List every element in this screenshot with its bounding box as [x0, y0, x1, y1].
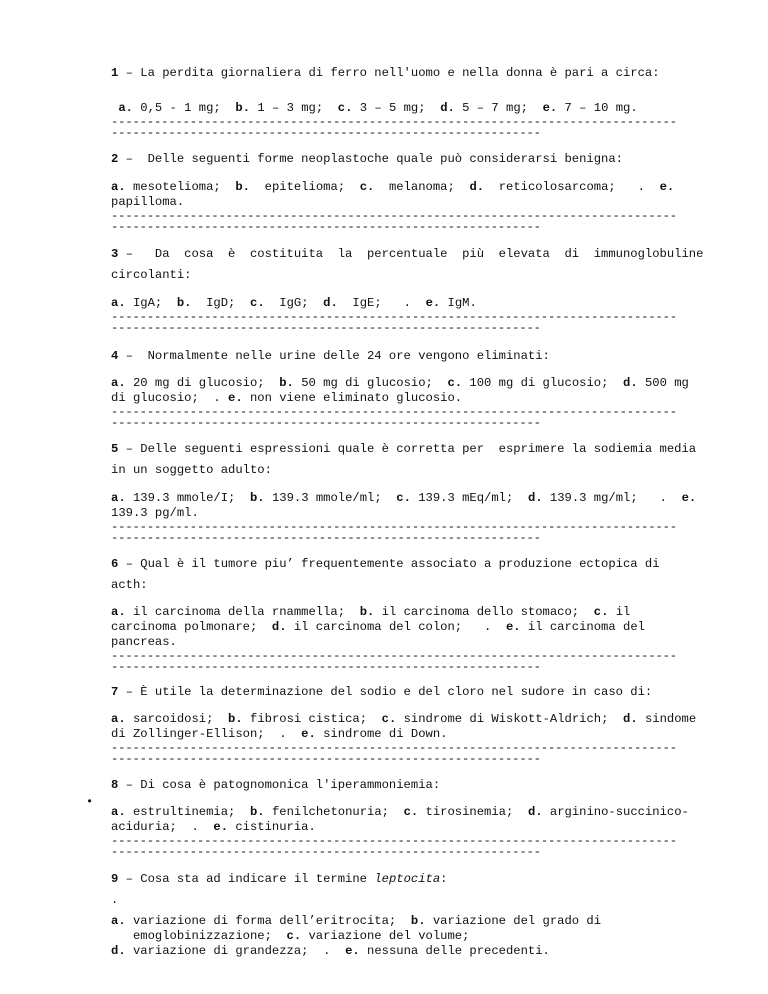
answer-letter: b.: [410, 914, 426, 928]
question-text: [111, 152, 731, 167]
answer-text: non viene eliminato glucosio.: [242, 391, 463, 405]
separator-line: -------------------------------------------------------------------------------: [111, 741, 677, 755]
answer-text: 3 – 5 mg;: [352, 101, 441, 115]
question-number: 2: [111, 152, 119, 166]
answer-line: [111, 195, 731, 210]
answer-text: variazione del grado di: [425, 914, 602, 928]
answer-letter: b.: [235, 101, 251, 115]
answer-text: 139.3 mEq/ml;: [410, 491, 528, 505]
answer-text: il: [608, 605, 631, 619]
separator-line: -------------------------------------------------------------------------------: [111, 115, 677, 129]
answer-text: sindome: [637, 712, 697, 726]
question-number: 8: [111, 778, 119, 792]
answer-text: 500 mg: [637, 376, 689, 390]
question-stem: – Delle seguenti espressioni quale è corretta per esprimere la sodiemia media: [118, 442, 697, 456]
answer-letter: d.: [527, 805, 543, 819]
answer-letter: c.: [286, 929, 302, 943]
answer-text: 0,5 - 1 mg;: [132, 101, 236, 115]
answer-line: [111, 727, 731, 742]
question-number: 3: [111, 247, 119, 261]
answer-text: nessuna delle precedenti.: [359, 944, 550, 958]
answer-letter: b.: [235, 180, 250, 194]
answer-line: [111, 929, 731, 944]
answer-text: fibrosi cistica;: [242, 712, 382, 726]
answer-letter: c.: [403, 805, 419, 819]
answer-letter: c.: [359, 180, 375, 194]
answer-text: il carcinoma della rnammella;: [125, 605, 360, 619]
answer-letter: a.: [111, 376, 126, 390]
answer-line: [111, 491, 731, 506]
answer-text: 20 mg di glucosio;: [125, 376, 280, 390]
answer-text: pancreas.: [111, 635, 177, 649]
answer-letter: d.: [527, 491, 543, 505]
question-term: leptocita: [374, 872, 441, 886]
answer-text: estrultinemia;: [125, 805, 250, 819]
question-text-cont: in un soggetto adulto:: [111, 463, 272, 477]
answer-letter: d.: [440, 101, 455, 115]
answer-text: carcinoma polmonare;: [111, 620, 272, 634]
answer-letter: d.: [271, 620, 287, 634]
answer-line: [111, 180, 731, 195]
answer-letter: c.: [447, 376, 463, 390]
answer-line: [111, 506, 731, 521]
answer-text: IgA;: [125, 296, 177, 310]
small-dot: .: [111, 893, 119, 907]
question-stem: – Da cosa è costituita la percentuale più elevata di immunoglobuline: [118, 247, 704, 261]
answer-text: IgE; .: [337, 296, 426, 310]
answer-text: il carcinoma del colon; .: [286, 620, 506, 634]
bullet-mark: •: [86, 795, 94, 809]
answer-letter: a.: [111, 805, 126, 819]
answer-text: fenilchetonuria;: [264, 805, 404, 819]
answer-line: [111, 712, 731, 727]
separator-line: ------------------------------------------------------------: [111, 845, 541, 859]
answer-letter: e.: [681, 491, 697, 505]
answer-text: 7 – 10 mg.: [557, 101, 638, 115]
answer-letter: d.: [623, 376, 638, 390]
question-number: 7: [111, 685, 119, 699]
separator-line: -------------------------------------------------------------------------------: [111, 209, 677, 223]
answer-text: aciduria; .: [111, 820, 214, 834]
answer-letter: e.: [345, 944, 360, 958]
question-stem: – Di cosa è patognomonica l'iperammoniemia:: [118, 778, 441, 792]
question-text: [111, 872, 731, 887]
answer-line: [111, 605, 731, 620]
answer-letter: e.: [425, 296, 441, 310]
answer-letter: e.: [505, 620, 521, 634]
answer-letter: e.: [301, 727, 316, 741]
answer-text: di glucosio; .: [111, 391, 229, 405]
answer-text: 50 mg di glucosio;: [293, 376, 448, 390]
question-text: [111, 247, 729, 262]
answer-letter: b.: [176, 296, 192, 310]
question-stem-end: :: [440, 872, 448, 886]
question-text: [111, 66, 731, 81]
answer-line: [111, 296, 731, 311]
answer-letter: e.: [213, 820, 229, 834]
separator-line: -------------------------------------------------------------------------------: [111, 649, 677, 663]
answer-letter: c.: [250, 296, 265, 310]
question-text-cont: circolanti:: [111, 268, 192, 282]
answer-line: [111, 805, 731, 820]
question-stem: – È utile la determinazione del sodio e del cloro nel sudore in caso di:: [118, 685, 653, 699]
separator-line: ------------------------------------------------------------: [111, 660, 541, 674]
question-stem: – Normalmente nelle urine delle 24 ore vengono eliminati:: [118, 349, 550, 363]
answer-text: il carcinoma dello stomaco;: [374, 605, 594, 619]
separator-line: ------------------------------------------------------------: [111, 752, 541, 766]
separator-line: -------------------------------------------------------------------------------: [111, 405, 677, 419]
separator-line: -------------------------------------------------------------------------------: [111, 310, 677, 324]
answer-letter: a.: [111, 180, 126, 194]
answer-text: 139.3 pg/ml.: [111, 506, 199, 520]
answer-letter: d.: [323, 296, 338, 310]
answer-text: emoglobinizzazione;: [111, 929, 287, 943]
question-stem: – Qual è il tumore piu’ frequentemente associato a produzione ectopica di: [118, 557, 660, 571]
answer-text: 100 mg di glucosio;: [462, 376, 624, 390]
answer-letter: b.: [279, 376, 294, 390]
answer-text: 139.3 mmole/ml;: [264, 491, 397, 505]
answer-text: mesotelioma;: [125, 180, 236, 194]
separator-line: -------------------------------------------------------------------------------: [111, 834, 677, 848]
answer-line: [111, 101, 731, 116]
question-text: [111, 685, 731, 700]
answer-letter: d.: [469, 180, 485, 194]
answer-letter: e.: [228, 391, 243, 405]
answer-line: [111, 635, 731, 650]
separator-line: ------------------------------------------------------------: [111, 220, 541, 234]
question-number: 4: [111, 349, 119, 363]
answer-text: variazione di forma dell’eritrocita;: [125, 914, 411, 928]
answer-letter: a.: [111, 296, 126, 310]
answer-letter: d.: [111, 944, 126, 958]
answer-letter: e.: [659, 180, 675, 194]
separator-line: ------------------------------------------------------------: [111, 416, 541, 430]
answer-text: arginino-succinico-: [542, 805, 689, 819]
answer-text: 139.3 mg/ml; .: [542, 491, 682, 505]
answer-text: 1 – 3 mg;: [250, 101, 338, 115]
answer-text: papilloma.: [111, 195, 185, 209]
question-stem: – Delle seguenti forme neoplastoche quale può considerarsi benigna:: [118, 152, 623, 166]
question-number: 1: [111, 66, 119, 80]
question-text: [111, 442, 729, 457]
answer-text: di Zollinger-Ellison; .: [111, 727, 302, 741]
question-text-cont: acth:: [111, 578, 148, 592]
answer-text: epitelioma;: [250, 180, 360, 194]
answer-line: [111, 914, 731, 929]
answer-letter: b.: [249, 805, 265, 819]
answer-letter: a.: [111, 491, 126, 505]
question-stem: – Cosa sta ad indicare il termine: [118, 872, 375, 886]
question-number: 9: [111, 872, 119, 886]
answer-letter: c.: [593, 605, 609, 619]
answer-letter: a.: [118, 101, 133, 115]
answer-line: [111, 391, 731, 406]
answer-letter: c.: [381, 712, 397, 726]
separator-line: ------------------------------------------------------------: [111, 126, 541, 140]
answer-text: variazione di grandezza; .: [125, 944, 346, 958]
question-text: [111, 557, 731, 572]
answer-text: variazione del volume;: [301, 929, 470, 943]
answer-text: reticolosarcoma; .: [484, 180, 660, 194]
answer-text: il carcinoma del: [520, 620, 645, 634]
answer-line: [111, 620, 731, 635]
answer-text: sindrome di Wiskott-Aldrich;: [396, 712, 624, 726]
answer-letter: b.: [359, 605, 375, 619]
question-number: 5: [111, 442, 119, 456]
answer-line: [111, 944, 731, 959]
question-text: [111, 349, 731, 364]
separator-line: -------------------------------------------------------------------------------: [111, 520, 677, 534]
answer-text: cistinuria.: [228, 820, 316, 834]
separator-line: ------------------------------------------------------------: [111, 531, 541, 545]
answer-text: sarcoidosi;: [125, 712, 229, 726]
answer-text: 139.3 mmole/I;: [125, 491, 250, 505]
separator-line: ------------------------------------------------------------: [111, 321, 541, 335]
answer-letter: a.: [111, 605, 126, 619]
answer-letter: c.: [337, 101, 353, 115]
answer-letter: c.: [396, 491, 411, 505]
answer-line: [111, 376, 731, 391]
answer-letter: e.: [542, 101, 558, 115]
answer-text: melanoma;: [374, 180, 470, 194]
question-number: 6: [111, 557, 119, 571]
question-stem: – La perdita giornaliera di ferro nell'uomo e nella donna è pari a circa:: [118, 66, 660, 80]
answer-text: IgD;: [191, 296, 250, 310]
answer-text: IgM.: [440, 296, 477, 310]
answer-text: sindrome di Down.: [315, 727, 448, 741]
answer-letter: b.: [249, 491, 265, 505]
answer-letter: b.: [228, 712, 243, 726]
question-text: [111, 778, 731, 793]
answer-letter: d.: [623, 712, 638, 726]
answer-letter: a.: [111, 712, 126, 726]
answer-text: tirosinemia;: [418, 805, 528, 819]
answer-line: [111, 820, 731, 835]
answer-text: IgG;: [264, 296, 324, 310]
answer-letter: a.: [111, 914, 126, 928]
answer-text: 5 – 7 mg;: [454, 101, 543, 115]
